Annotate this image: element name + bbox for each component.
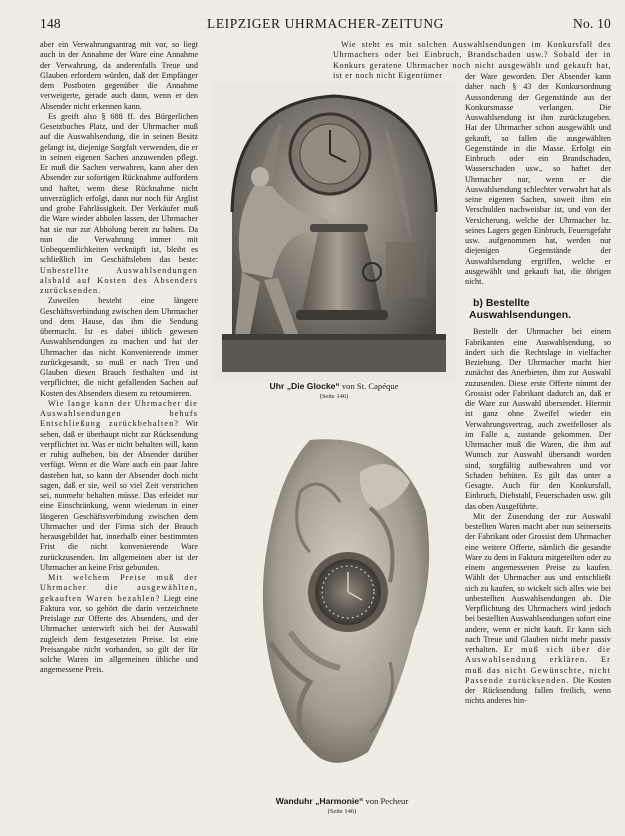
top-right-text: [333, 40, 611, 80]
emphasized-text: Unbestellte Auswahlsendungen alsbald auf Kosten des Absenders zurücksenden.: [40, 265, 198, 295]
paragraph: Zuweilen besteht eine längere Geschäftsverbindung zwischen dem Uhrmacher und dem Hause, das ihm die Sendung übermacht. Ist es dabei üblich gewesen Auswahlsendungen zu machen und hat der Uhrmacher das nicht Konvenierende immer zurückgesandt, so muß er nach Treu und Glauben diesen Brauch festhalten und ist verpflichtet, die nicht gefallenden Sachen auf Kosten des Absenders diesem zu retournieren.: [40, 296, 198, 398]
emphasized-text: Er muß sich über die Auswahlsendung erklären. Er muß das nicht Gewünschte, nicht Passende zurücksenden.: [465, 645, 611, 685]
wall-clock-harmonie-photo: [250, 432, 434, 772]
clock-die-glocke-photo: [212, 82, 456, 382]
paragraph: Bestellt der Uhrmacher bei einem Fabrikanten eine Auswahlsendung, so ändert sich die Rechtslage in vielfacher Beziehung. Der Uhrmacher macht hier zunächst das Anerbieten, ihm zur Auswahl zuzusenden. Diese erste Offerte nimmt der Grossist oder Fabrikant dadurch an, daß er die Ware zur Auswahl übersendet. Hiermit ist ganz ohne Zweifel wieder ein Verwahrungsvertrag, auch zweifelloser als im Falle a, zustande gekommen. Der Uhrmacher muß die Waren, die ihm auf Wunsch zur Auswahl übersandt worden sind, sorgfältig aufbewahren und vor Schaden behüten. Es gilt das unter a Gesagte. Auch für den Konkursfall, Einbruch, Diebstahl, Feuerschaden usw. gilt das oben Ausgeführte.: [465, 327, 611, 511]
page-header: [40, 16, 611, 32]
paragraph: der Ware geworden. Der Absender kann daher nach § 43 der Konkursordnung Aussonderung der Gegenstände aus der Konkursmasse verlangen. Die Auswahlsendung ist ihm zurückzugeben. Hat der Uhrmacher schon ausgewählt und gekauft, so fallen die ausgewählten Gegenstände in die Masse. Erfolgt ein Einbruch oder ein Brandschaden, Wasserschaden usw., so haftet der Uhrmacher nur, wenn er die Auswahlsendung schlechter verwahrt hat als seine eigenen Sachen, soweit ihm ein Verschulden nachweisbar ist, und von der Versicherung, welche der Uhrmacher bz. seines Lagers gegen Einbruch, Feuersgefahr usw. aufgenommen hat, werden nur diejenigen Gegenstände der Auswahlsendung ergriffen, welche er ausgewählt und gekauft hat, die übrigen nicht.: [465, 72, 611, 286]
journal-title: LEIPZIGER UHRMACHER-ZEITUNG: [206, 16, 445, 31]
section-heading: b) Bestellte Auswahlsendungen.: [469, 297, 572, 322]
emphasized-text: Wie lange kann der Uhrmacher die Auswahlsendungen behufs Entschließung zurückbehalten?: [40, 398, 198, 429]
paragraph: aber ein Verwahrungsantrag mit vor, so liegt auch in der Annahme der Ware eine Annahme der Verwahrung, da anderenfalls Treue und Glauben erfordern würden, daß der Empfänger dem Postboten gegenüber die Annahme verweigerte, gerade auch dann, wenn er den Absender nicht erkennen kann.: [40, 40, 198, 111]
right-text-column: [465, 72, 611, 830]
emphasized-text: Mit welchem Preise muß der Uhrmacher die ausgewählten, gekauften Waren bezahlen?: [40, 573, 198, 603]
paragraph: Wie steht es mit solchen Auswahlsendungen im Konkursfall des Uhrmachers oder bei Einbruch, Brandschaden usw.? Sobald der in Konkurs geratene Uhrmacher noch nicht ausgewählt und gekauft hat, ist er noch nicht Eigentümer: [333, 40, 611, 80]
paragraph: Mit der Zusendung der zur Auswahl bestellten Waren macht aber nun seinerseits der Fabrikant oder Grossist dem Uhrmacher eine weitere Offerte, nämlich die gesandte Ware zu dem in Faktura mitgeteilten oder zu einem angemessenen Preise zu kaufen. Wählt der Uhrmacher aus und entschließt sich zu kaufen, so wickelt sich alles wie bei unbestellten Auswahlsendungen ab. Die Verpflichtung des Uhrmachers wird jedoch bei bestellten Auswahlsendungen sofort eine andere, wenn er nicht kauft. Er kann sich nach Treue und Glauben nicht mehr passiv verhalten. Er muß sich über die Auswahlsendung erklären. Er muß das nicht Gewünschte, nicht Passende zurücksenden. Die Kosten der Rücksendung fallen freilich, wenn nichts anderes hin-: [465, 511, 611, 706]
left-text-column: [40, 40, 198, 830]
figure-caption: Uhr „Die Glocke“ von St. Capéque: [269, 381, 399, 391]
issue-number: No. 10: [573, 16, 611, 31]
paragraph: Wie lange kann der Uhrmacher die Auswahlsendungen behufs Entschließung zurückbehalten? Wir sehen, daß er überhaupt nicht zur Rücksendung verpflichtet ist. Was er nicht behalten will, kann er ruhig aufheben, bis der Absender darüber verfügt. Wenn er die Ware auch ein paar Jahre dastehen hat, so kann der Absender doch nicht sagen, daß er sie, weil so viel Zeit verstrichen sei, nunmehr behalten müsse. Das erleidet nur eine Einschränkung, wenn wiederum in einer längeren Geschäftsverbindung zwischen dem Uhrmacher und der Firma sich der Brauch herausgebildet hat, innerhalb einer bestimmten Frist die nicht konvenierende Ware zurückzusenden. Im allgemeinen aber ist der Uhrmacher an keine Frist gebunden.: [40, 398, 198, 572]
figure-reference: (Seite 146): [319, 393, 349, 400]
paragraph: Es greift also § 688 ff. des Bürgerlichen Gesetzbuches Platz, und der Uhrmacher muß auf die Auswahlsendung, die in seinen Besitz gelangt ist, diejenige Sorgfalt verwenden, die er in seinen eigenen Sachen anzuwenden pflegt. Er muß die Sachen verwahren, kann aber den Absender zur sofortigen Rücknahme auffordern und haftet, wenn diese Rücknahme nicht unverzüglich erfolgt, dann nur noch für Arglist und grobe Fahrlässigkeit. Der Verkäufer muß die Ware wieder abholen lassen, der Uhrmacher hat sie nur zur Abholung bereit zu halten. Da nun die Verwahrung immer mit Unbequemlichkeiten verknüpft ist, bleibt es schließlich im Geschäftsleben das beste: Unbestellte Auswahlsendungen alsbald auf Kosten des Absenders zurücksenden.: [40, 111, 198, 295]
page-number: 148: [40, 16, 61, 31]
figure-reference: (Seite 146): [327, 808, 357, 815]
paragraph: Mit welchem Preise muß der Uhrmacher die ausgewählten, gekauften Waren bezahlen? Liegt eine Faktura vor, so gehört die darin verzeichnete Preislage zur Offerte des Absenders, und der Uhrmacher unterwirft sich bei der Auswahl zugleich dem festgesetzten Preise. Ist eine Preisangabe nicht vorhanden, so gilt der für solche Waren im allgemeinen übliche und angemessene Preis.: [40, 573, 198, 675]
figure-caption: Wanduhr „Harmonie“ von Pecheur: [275, 796, 409, 806]
